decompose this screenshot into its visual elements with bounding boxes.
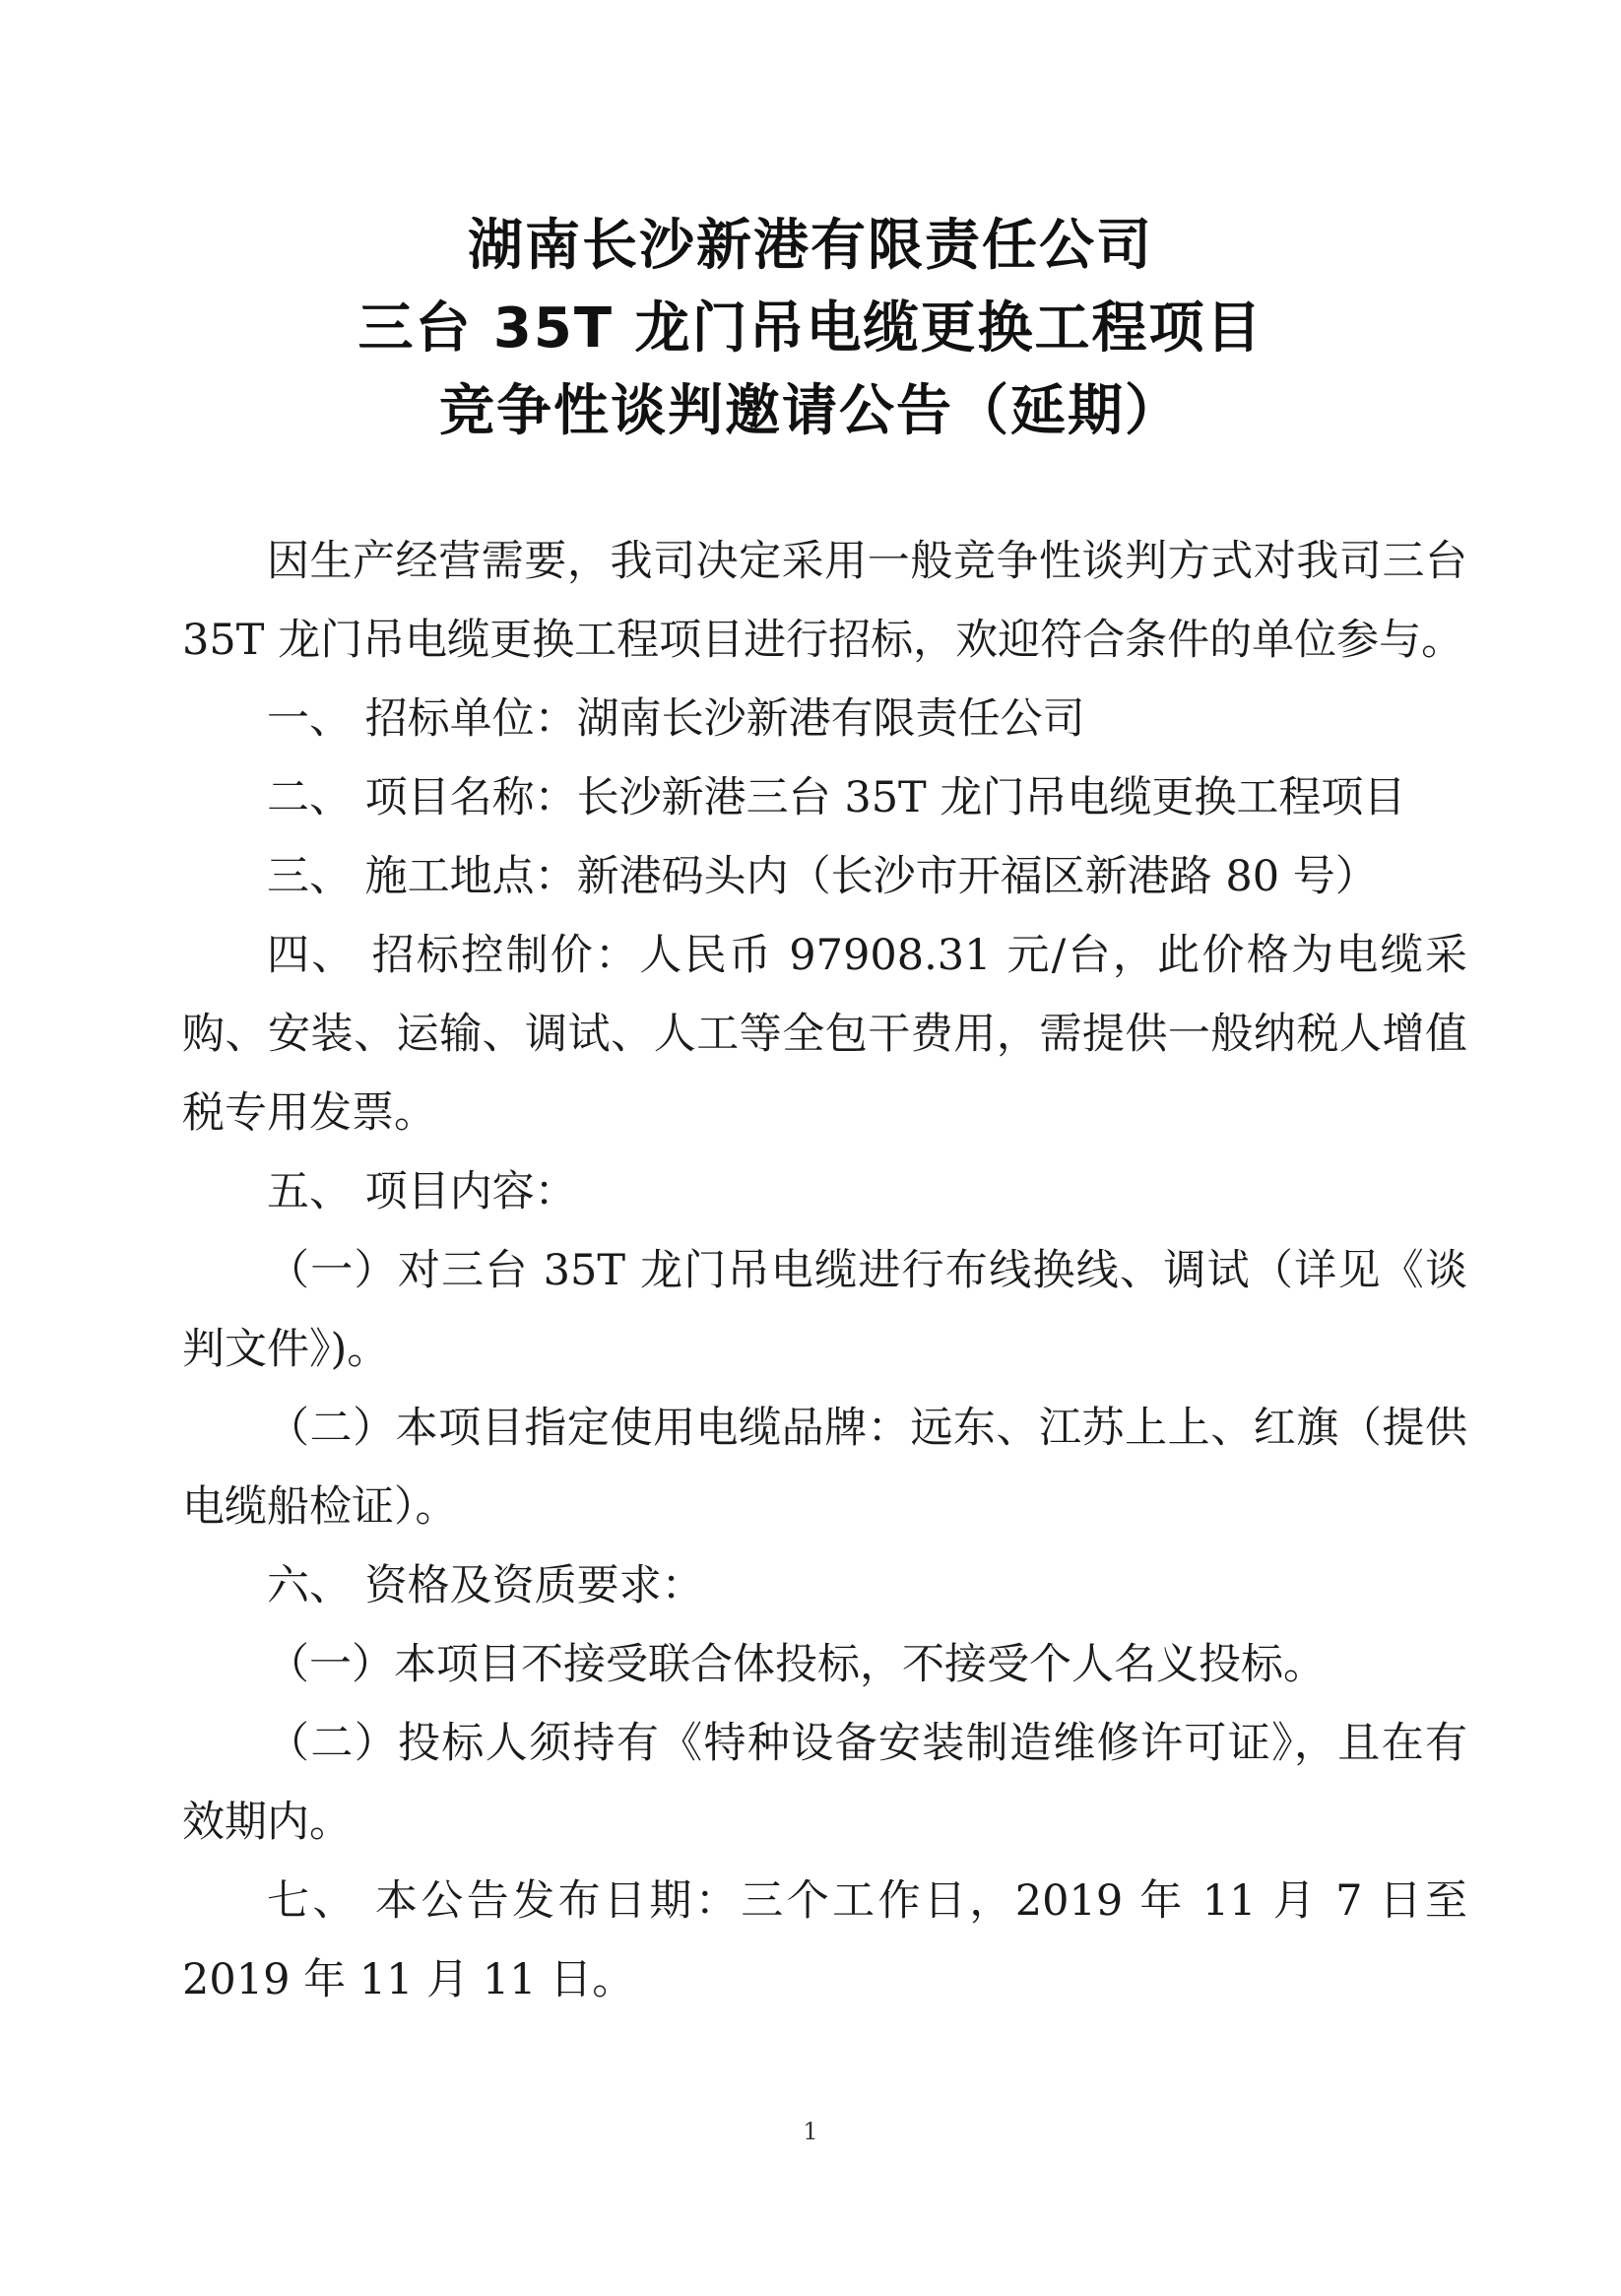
- paragraph-tendering-unit: 一、 招标单位：湖南长沙新港有限责任公司: [267, 694, 1085, 744]
- paragraph-control-price: 四、 招标控制价：人民币 97908.31 元/台，此价格为电缆采购、安装、运输、调试、人工等全包干费用，需提供一般纳税人增值税专用发票。: [182, 931, 1467, 1138]
- paragraph-qualifications: 六、 资格及资质要求：: [267, 1561, 704, 1610]
- paragraph-qualification-item-2: （二）投标人须持有《特种设备安装制造维修许可证》，且在有效期内。: [182, 1719, 1467, 1847]
- paragraph-site-location: 三、 施工地点：新港码头内（长沙市开福区新港路 80 号）: [267, 852, 1378, 901]
- page-number: 1: [803, 2118, 818, 2145]
- document-title: [0, 205, 1621, 453]
- title-line-company: 湖南长沙新港有限责任公司: [468, 214, 1153, 278]
- title-line-notice: 竞争性谈判邀请公告（延期）: [439, 379, 1182, 443]
- paragraph-intro: 因生产经营需要，我司决定采用一般竞争性谈判方式对我司三台 35T 龙门吊电缆更换工程项目进行招标，欢迎符合条件的单位参与。: [182, 537, 1467, 665]
- paragraph-content-item-1: （一）对三台 35T 龙门吊电缆进行布线换线、调试（详见《谈判文件》)。: [182, 1246, 1467, 1374]
- paragraph-project-content: 五、 项目内容：: [267, 1167, 577, 1216]
- paragraph-publish-date: 七、 本公告发布日期：三个工作日，2019 年 11 月 7 日至 2019 年 11 月 11 日。: [182, 1876, 1467, 2004]
- paragraph-content-item-2: （二）本项目指定使用电缆品牌：远东、江苏上上、红旗（提供电缆船检证）。: [182, 1404, 1467, 1532]
- paragraph-qualification-item-1: （一）本项目不接受联合体投标，不接受个人名义投标。: [267, 1640, 1326, 1689]
- paragraph-project-name: 二、 项目名称：长沙新港三台 35T 龙门吊电缆更换工程项目: [267, 773, 1406, 822]
- title-line-project: 三台 35T 龙门吊电缆更换工程项目: [357, 296, 1264, 361]
- document-body: [182, 522, 1467, 2019]
